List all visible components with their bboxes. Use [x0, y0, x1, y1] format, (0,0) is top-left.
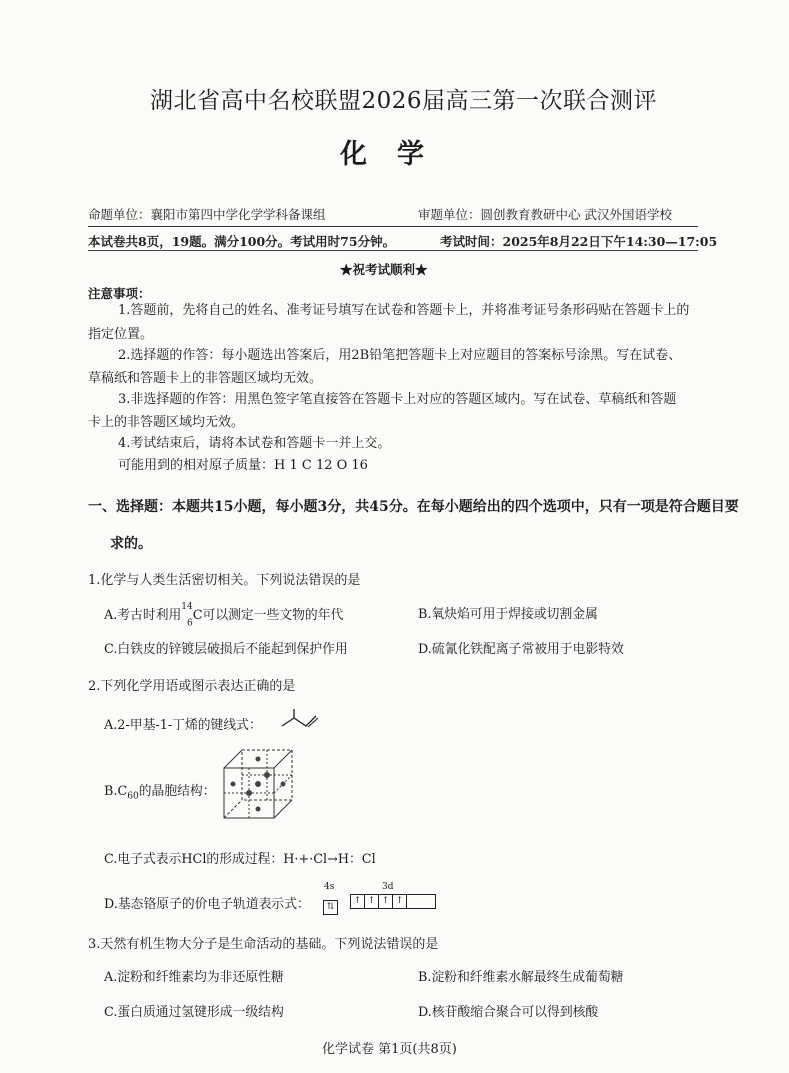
q1-stem: 1.化学与人类生活密切相关。下列说法错误的是 [88, 573, 361, 588]
q3-stem: 3.天然有机生物大分子是生命活动的基础。下列说法错误的是 [88, 937, 439, 952]
note-2a: 2.选择题的作答：每小题选出答案后，用2B铅笔把答题卡上对应题目的答案标号涂黑。写在试卷、 [118, 348, 682, 363]
note-3a: 3.非选择题的作答：用黑色签字笔直接答在答题卡上对应的答题区域内。写在试卷、草稿纸和答题 [118, 392, 677, 407]
q2-option-a: A.2-甲基-1-丁烯的键线式： [104, 718, 262, 733]
atomic-number: 6 [187, 618, 193, 629]
note-3b: 卡上的非答题区域均无效。 [88, 415, 245, 430]
paper-info: 本试卷共8页，19题。满分100分。考试用时75分钟。 [88, 234, 396, 249]
q2-stem: 2.下列化学用语或图示表达正确的是 [88, 679, 296, 694]
q3-option-d: D.核苷酸缩合聚合可以得到核酸 [418, 1005, 599, 1020]
note-2b: 草稿纸和答题卡上的非答题区域均无效。 [88, 371, 323, 386]
orbital-cell: ↑ [350, 894, 365, 909]
orbital-cell: ↑ [379, 894, 393, 909]
q1-a-text: A.考古时利用 [104, 607, 182, 623]
q2-b-rest: 的晶胞结构： [138, 784, 216, 799]
c60-unit-cell-icon [218, 746, 298, 824]
q1-option-a [104, 603, 343, 628]
mass-number: 14 [181, 602, 193, 612]
note-1b: 指定位置。 [88, 327, 154, 342]
note-4: 4.考试结束后，请将本试卷和答题卡一并上交。 [118, 436, 391, 451]
orbital-cell: ↑ [365, 894, 379, 909]
info-rule [88, 250, 698, 251]
q2-b-text: B.C [104, 784, 128, 799]
q1-option-c: C.白铁皮的锌镀层破损后不能起到保护作用 [104, 642, 348, 657]
q3-option-a: A.淀粉和纤维素均为非还原性糖 [104, 970, 284, 985]
subject-title: 化学 [340, 139, 454, 170]
notes-heading: 注意事项： [88, 286, 151, 301]
q3-option-b: B.淀粉和纤维素水解最终生成葡萄糖 [418, 970, 624, 985]
q1-option-d: D.硫氰化铁配离子常被用于电影特效 [418, 642, 624, 657]
orbital-4s-box [323, 894, 338, 915]
orbital-4s-label: 4s [324, 882, 335, 892]
c14-notation [181, 603, 192, 628]
skeletal-formula-icon [280, 708, 328, 732]
q1-option-b: B.氧炔焰可用于焊接或切割金属 [418, 607, 598, 622]
orbital-3d-boxes [350, 894, 436, 909]
section-heading: 一、选择题：本题共15小题，每小题3分，共45分。在每小题给出的四个选项中，只有一项是符合题目要 [88, 499, 739, 515]
exam-time: 考试时间：2025年8月22日下午14:30—17:05 [440, 234, 718, 249]
review-unit: 审题单位：圆创教育教研中心 武汉外国语学校 [418, 207, 672, 222]
header-rule [88, 226, 698, 227]
orbital-cell: ↑ [393, 894, 407, 909]
q3-option-c: C.蛋白质通过氢键形成一级结构 [104, 1005, 284, 1020]
note-5: 可能用到的相对原子质量：H 1 C 12 O 16 [118, 458, 368, 473]
c60-subscript: 60 [127, 791, 139, 802]
note-1a: 1.答题前，先将自己的姓名、准考证号填写在试卷和答题卡上，并将准考证号条形码贴在答题卡上的 [118, 303, 690, 318]
q2-option-c: C.电子式表示HCl的形成过程：H·+·Cl→H：Cl [104, 852, 376, 867]
author-unit: 命题单位：襄阳市第四中学化学学科备课组 [88, 207, 326, 222]
wish-text: ★祝考试顺利★ [340, 262, 428, 277]
page-footer: 化学试卷 第1页(共8页) [322, 1042, 457, 1057]
q2-option-d: D.基态铬原子的价电子轨道表示式： [104, 897, 310, 912]
section-heading-2: 求的。 [110, 536, 152, 552]
orbital-cell [407, 894, 436, 909]
exam-title: 湖北省高中名校联盟2026届高三第一次联合测评 [150, 88, 658, 114]
q2-option-b [104, 780, 216, 802]
orbital-cell: ⇅ [323, 900, 338, 915]
q1-a-rest: C可以测定一些文物的年代 [192, 607, 344, 623]
orbital-3d-label: 3d [382, 882, 394, 892]
